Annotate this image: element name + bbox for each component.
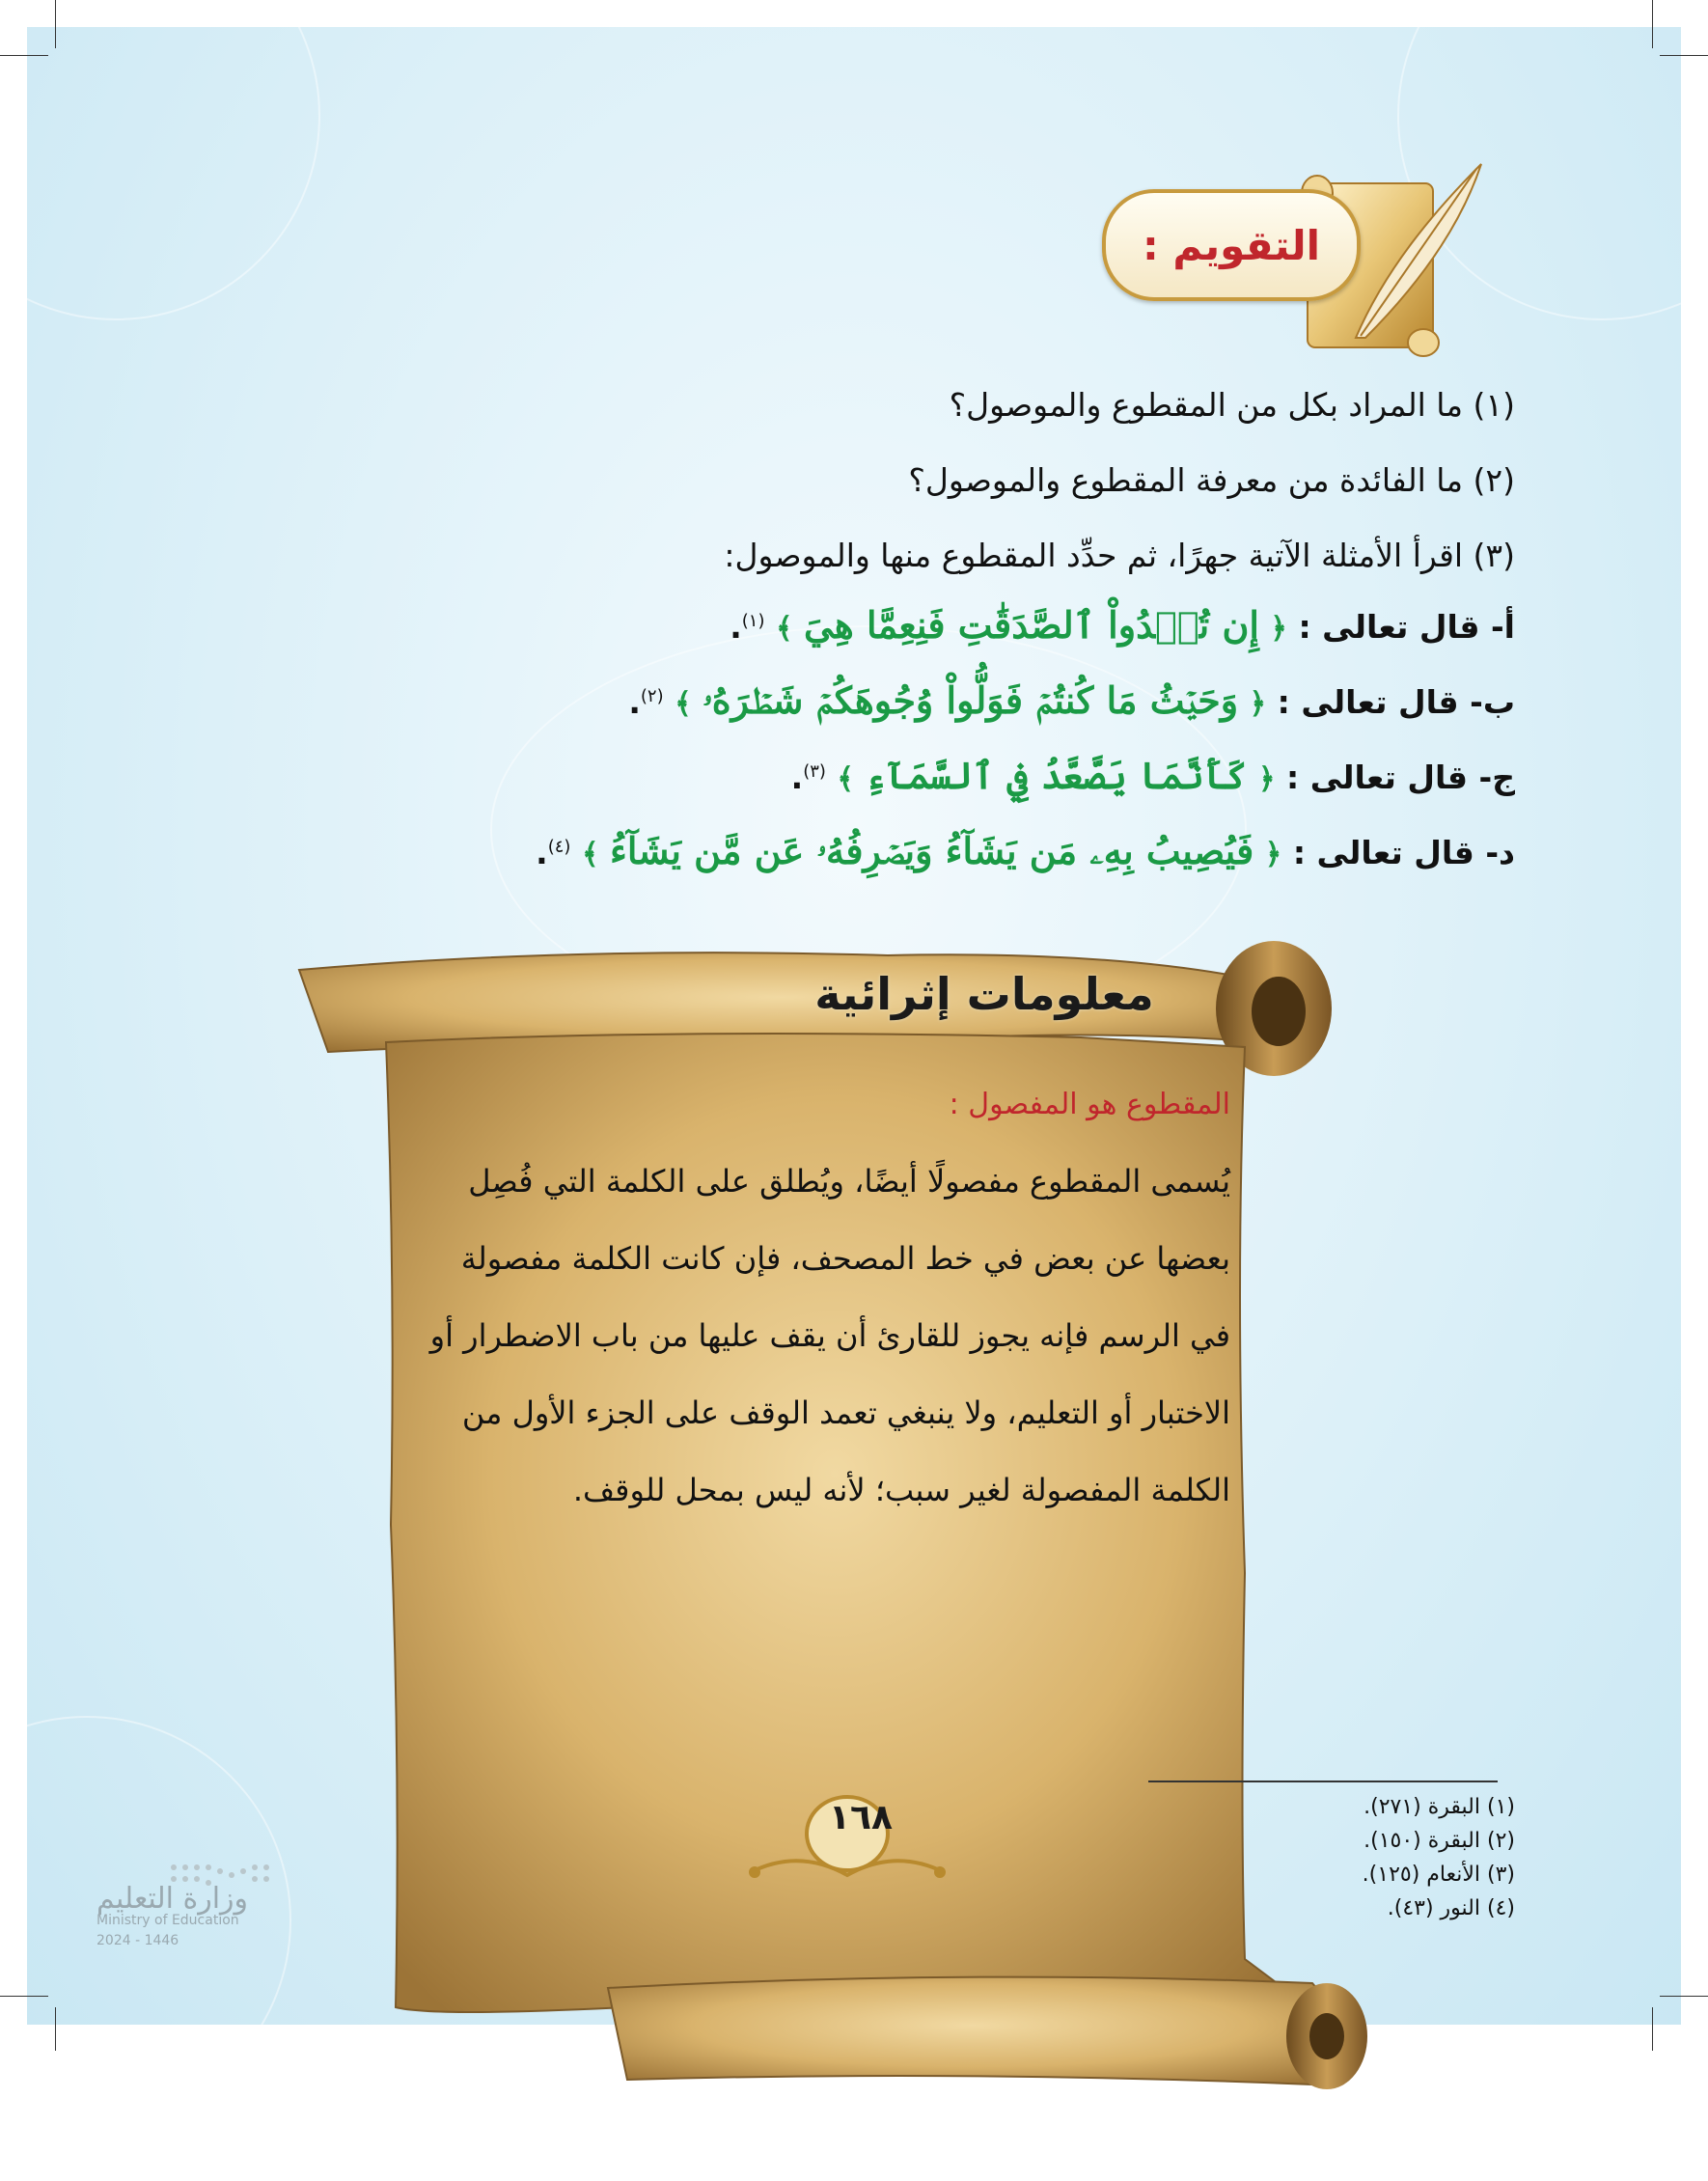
crop-mark — [1652, 0, 1653, 48]
crop-mark — [0, 55, 48, 56]
enrichment-line: يُسمى المقطوع مفصولًا أيضًا، ويُطلق على الكلمة التي فُصِل — [468, 1163, 1230, 1200]
question-3: (٣) اقرأ الأمثلة الآتية جهرًا، ثم حدِّد المقطوع منها والموصول: — [724, 537, 1515, 574]
quran-verse: إِن تُبۡدُواْ ٱلصَّدَقَٰتِ فَنِعِمَّا هِيَ — [804, 603, 1259, 647]
ornate-bracket-icon: ﴾ — [581, 838, 599, 871]
footnote-ref: (١) — [741, 611, 765, 631]
crop-mark — [55, 0, 56, 48]
enrichment-line: في الرسم فإنه يجوز للقارئ أن يقف عليها من باب الاضطرار أو — [429, 1317, 1230, 1354]
example-d: د- قال تعالى : ﴿ فَيُصِيبُ بِهِۦ مَن يَشَآءُ وَيَصۡرِفُهُۥ عَن مَّن يَشَآءُ ﴾ $^{(٤)}$. — [536, 829, 1515, 872]
example-prefix: ج- قال تعالى : — [1286, 759, 1515, 796]
crop-mark — [1652, 2007, 1653, 2051]
footnote-divider — [1148, 1781, 1498, 1782]
example-c: ج- قال تعالى : ﴿ كَأَنَّمَا يَصَّعَّدُ فِي ٱلسَّمَآءِ ﴾ $^{(٣)}$. — [790, 754, 1515, 797]
ornate-bracket-icon: ﴾ — [675, 687, 692, 721]
page-number: ١٦٨ — [829, 1798, 893, 1837]
footnote: (٣) الأنعام (١٢٥). — [1362, 1863, 1515, 1887]
ornate-bracket-icon: ﴿ — [1270, 612, 1287, 646]
ornate-bracket-icon: ﴾ — [837, 762, 854, 796]
footnote: (١) البقرة (٢٧١). — [1364, 1795, 1515, 1819]
enrichment-line: الكلمة المفصولة لغير سبب؛ لأنه ليس بمحل للوقف. — [572, 1472, 1230, 1508]
footnote: (٢) البقرة (١٥٠). — [1364, 1829, 1515, 1853]
footnote-ref: (٤) — [547, 837, 571, 857]
example-prefix: د- قال تعالى : — [1292, 834, 1515, 871]
ornate-bracket-icon: ﴿ — [1249, 687, 1267, 721]
footnote-ref: (٢) — [640, 686, 664, 706]
crop-mark — [55, 2007, 56, 2051]
quran-verse: كَأَنَّمَا يَصَّعَّدُ فِي ٱلسَّمَآءِ — [865, 754, 1248, 797]
crop-mark — [1660, 1996, 1708, 1997]
evaluation-header — [1102, 189, 1361, 301]
ornate-bracket-icon: ﴾ — [775, 612, 793, 646]
example-prefix: ب- قال تعالى : — [1277, 683, 1515, 721]
ministry-name-en: Ministry of Education — [96, 1913, 239, 1928]
background-ornament — [27, 27, 320, 320]
footnote: (٤) النور (٤٣). — [1387, 1896, 1515, 1920]
question-1: (١) ما المراد بكل من المقطوع والموصول؟ — [949, 386, 1515, 424]
example-a: أ- قال تعالى : ﴿ إِن تُبۡدُواْ ٱلصَّدَقَٰتِ فَنِعِمَّا هِيَ ﴾ $^{(١)}$. — [730, 603, 1515, 647]
enrichment-title: معلومات إثرائية — [814, 968, 1154, 1020]
ministry-year: 2024 - 1446 — [96, 1933, 179, 1948]
footnote-ref: (٣) — [803, 761, 826, 782]
crop-mark — [1660, 55, 1708, 56]
quran-verse: وَحَيۡثُ مَا كُنتُمۡ فَوَلُّواْ وُجُوهَكُمۡ شَطۡرَهُۥ — [702, 678, 1239, 722]
ornate-bracket-icon: ﴿ — [1264, 838, 1282, 871]
ministry-name-ar: وزارة التعليم — [96, 1882, 249, 1916]
page-title: التقويم : — [1143, 221, 1320, 269]
enrichment-line: الاختبار أو التعليم، ولا ينبغي تعمد الوقف على الجزء الأول من — [461, 1394, 1230, 1431]
enrichment-subtitle: المقطوع هو المفصول : — [949, 1088, 1230, 1121]
enrichment-line: بعضها عن بعض في خط المصحف، فإن كانت الكلمة مفصولة — [460, 1240, 1230, 1277]
crop-mark — [0, 1996, 48, 1997]
ornate-bracket-icon: ﴿ — [1257, 762, 1276, 796]
question-2: (٢) ما الفائدة من معرفة المقطوع والموصول؟ — [908, 461, 1515, 499]
example-prefix: أ- قال تعالى : — [1298, 608, 1515, 646]
quran-verse: فَيُصِيبُ بِهِۦ مَن يَشَآءُ وَيَصۡرِفُهُۥ عَن مَّن يَشَآءُ — [610, 829, 1254, 872]
example-b: ب- قال تعالى : ﴿ وَحَيۡثُ مَا كُنتُمۡ فَوَلُّواْ وُجُوهَكُمۡ شَطۡرَهُۥ ﴾ $^{(٢)}$. — [628, 678, 1515, 722]
